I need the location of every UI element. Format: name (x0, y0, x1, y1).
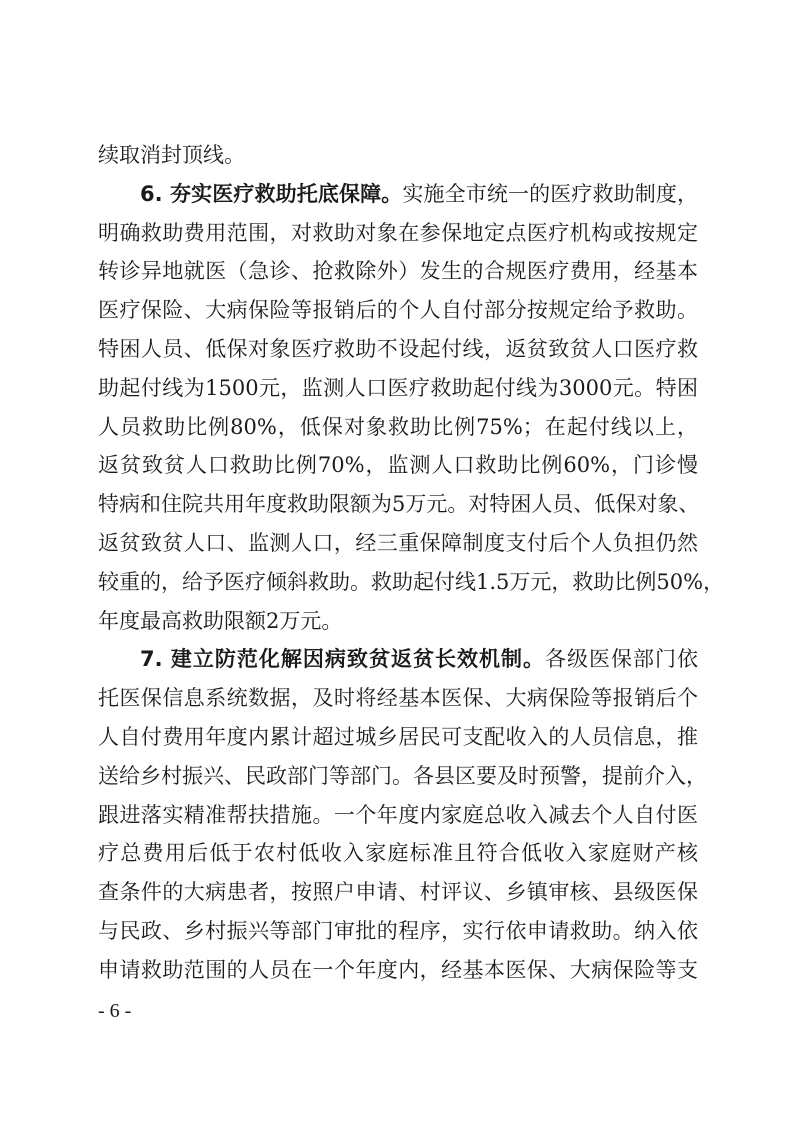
text-line: 人自付费用年度内累计超过城乡居民可支配收入的人员信息，推 (98, 724, 698, 749)
text-line: 转诊异地就医（急诊、抢救除外）发生的合规医疗费用，经基本 (98, 259, 698, 284)
text-line: 返贫致贫人口、监测人口，经三重保障制度支付后个人负担仍然 (98, 530, 698, 555)
text-line: 医疗保险、大病保险等报销后的个人自付部分按规定给予救助。 (98, 298, 698, 323)
section-7-first-line (98, 640, 698, 679)
text-line: 与民政、乡村振兴等部门审批的程序，实行依申请救助。纳入依 (98, 918, 698, 943)
text-line: 跟进落实精准帮扶措施。一个年度内家庭总收入减去个人自付医 (98, 802, 698, 827)
section-7-heading: 7. 建立防范化解因病致贫返贫长效机制。 (140, 647, 545, 672)
text-line: 特困人员、低保对象医疗救助不设起付线，返贫致贫人口医疗救 (98, 336, 698, 361)
text-line: 明确救助费用范围，对救助对象在参保地定点医疗机构或按规定 (98, 220, 698, 245)
text-line: 疗总费用后低于农村低收入家庭标准且符合低收入家庭财产核 (98, 841, 698, 866)
section-6-text: 实施全市统一的医疗救助制度， (402, 181, 698, 206)
text-line: 查条件的大病患者，按照户申请、村评议、乡镇审核、县级医保 (98, 880, 698, 905)
text-line: 续取消封顶线。 (98, 143, 245, 167)
section-6-heading: 6. 夯实医疗救助托底保障。 (140, 181, 403, 206)
text-line: 送给乡村振兴、民政部门等部门。各县区要及时预警，提前介入， (98, 763, 707, 788)
section-7-text: 各级医保部门依 (544, 647, 699, 672)
text-line: 助起付线为1500元，监测人口医疗救助起付线为3000元。特困 (98, 375, 698, 400)
text-line: 申请救助范围的人员在一个年度内，经基本医保、大病保险等支 (98, 957, 698, 982)
page-number: - 6 - (98, 1000, 132, 1022)
text-line: 托医保信息系统数据，及时将经基本医保、大病保险等报销后个 (98, 686, 698, 711)
text-line: 返贫致贫人口救助比例70%，监测人口救助比例60%，门诊慢 (98, 453, 698, 478)
text-line: 较重的，给予医疗倾斜救助。救助起付线1.5万元，救助比例50%， (98, 569, 725, 594)
text-line: 特病和住院共用年度救助限额为5万元。对特困人员、低保对象、 (98, 492, 700, 517)
section-6-first-line (98, 175, 698, 214)
text-line: 人员救助比例80%，低保对象救助比例75%；在起付线以上， (98, 414, 698, 439)
text-line: 年度最高救助限额2万元。 (98, 608, 343, 633)
body-text (98, 136, 725, 990)
